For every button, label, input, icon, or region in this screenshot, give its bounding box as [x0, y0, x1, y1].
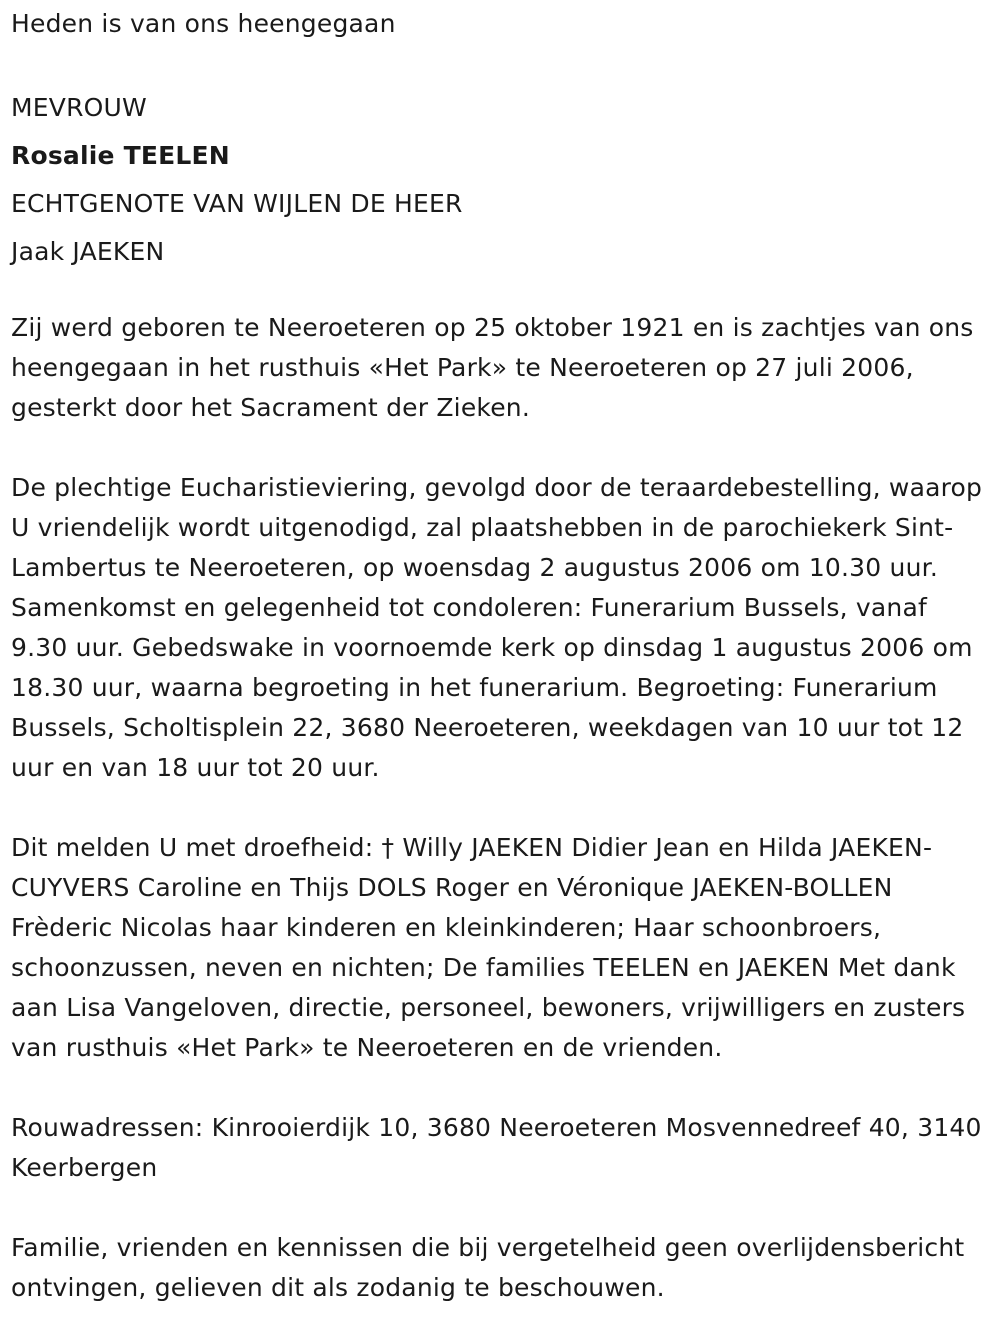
closing-paragraph: Familie, vrienden en kennissen die bij vergetelheid geen overlijdensbericht ontvingen, gelieven dit als zodanig te beschouwen.	[11, 1233, 965, 1302]
obituary-document	[11, 4, 986, 1308]
honorific-title: MEVROUW	[11, 93, 147, 122]
spacer	[11, 1188, 986, 1228]
spacer	[11, 276, 986, 308]
birth-death-paragraph: Zij werd geboren te Neeroeteren op 25 oktober 1921 en is zachtjes van ons heengegaan in het rusthuis «Het Park» te Neeroeteren op 27 juli 2006, gesterkt door het Sacrament der Zieken.	[11, 313, 974, 422]
spacer	[11, 428, 986, 468]
spacer	[11, 788, 986, 828]
relation-text: ECHTGENOTE VAN WIJLEN DE HEER	[11, 189, 463, 218]
spouse-name: Jaak JAEKEN	[11, 237, 165, 266]
announcers-paragraph: Dit melden U met droefheid: † Willy JAEKEN Didier Jean en Hilda JAEKEN-CUYVERS Caroline en Thijs DOLS Roger en Véronique JAEKEN-BOLLEN Frèderic Nicolas haar kinderen en kleinkinderen; Haar schoonbroers, schoonzussen, neven en nichten; De families TEELEN en JAEKEN Met dank aan Lisa Vangeloven, directie, personeel, bewoners, vrijwilligers en zusters van rusthuis «Het Park» te Neeroeteren en de vrienden.	[11, 833, 966, 1062]
deceased-name: Rosalie TEELEN	[11, 141, 230, 170]
spacer	[11, 44, 986, 84]
addresses-paragraph: Rouwadressen: Kinrooierdijk 10, 3680 Neeroeteren Mosvennedreef 40, 3140 Keerbergen	[11, 1113, 982, 1182]
intro-text: Heden is van ons heengegaan	[11, 9, 396, 38]
spacer	[11, 1068, 986, 1108]
ceremony-paragraph: De plechtige Eucharistieviering, gevolgd door de teraardebestelling, waarop U vriendelijk wordt uitgenodigd, zal plaatshebben in de parochiekerk Sint-Lambertus te Neeroeteren, op woensdag 2 augustus 2006 om 10.30 uur. Samenkomst en gelegenheid tot condoleren: Funerarium Bussels, vanaf 9.30 uur. Gebedswake in voornoemde kerk op dinsdag 1 augustus 2006 om 18.30 uur, waarna begroeting in het funerarium. Begroeting: Funerarium Bussels, Scholtisplein 22, 3680 Neeroeteren, weekdagen van 10 uur tot 12 uur en van 18 uur tot 20 uur.	[11, 473, 983, 782]
